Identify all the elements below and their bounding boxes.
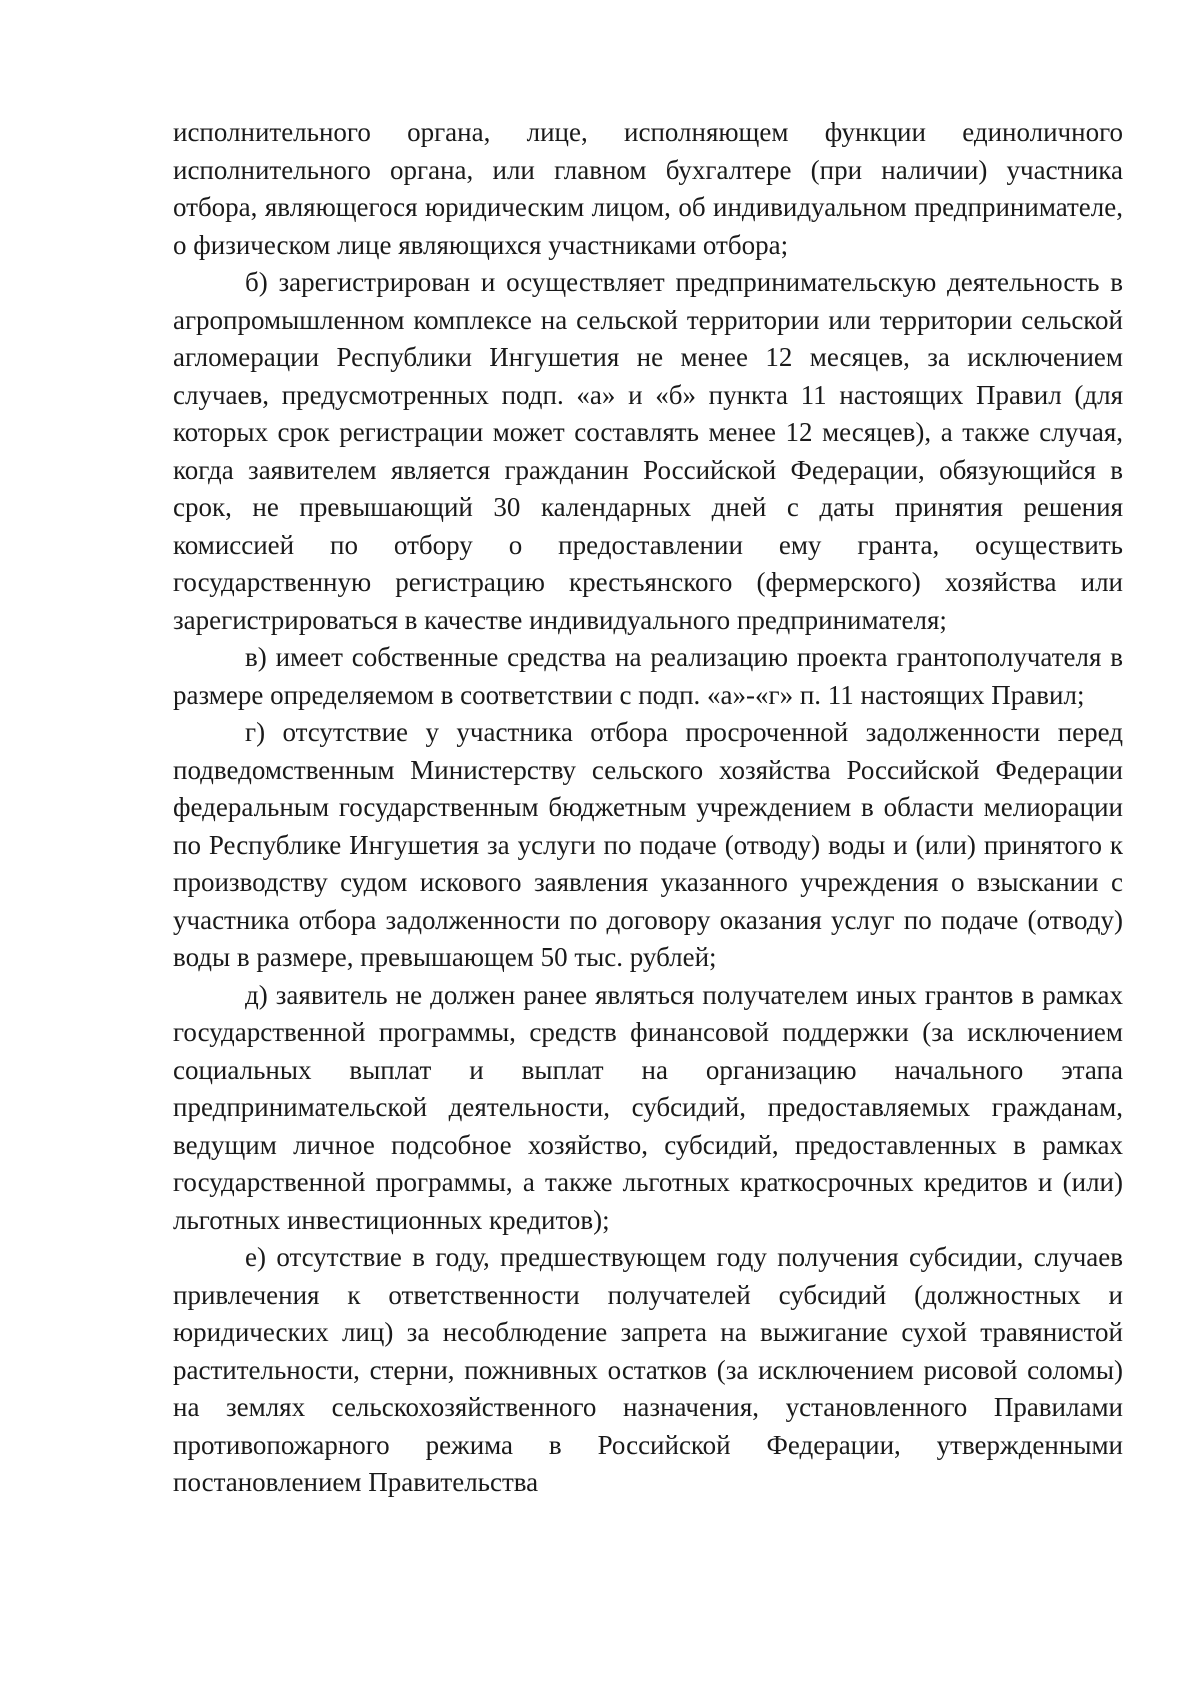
document-page (173, 114, 1123, 1502)
paragraph-g: г) отсутствие у участника отбора просроченной задолженности перед подведомственным Министерству сельского хозяйства Российской Федерации федеральным государственным бюджетным учреждением в области мелиорации по Республике Ингушетия за услуги по подаче (отводу) воды и (или) принятого к производству судом искового заявления указанного учреждения о взыскании с участника отбора задолженности по договору оказания услуг по подаче (отводу) воды в размере, превышающем 50 тыс. рублей; (173, 717, 1123, 972)
paragraph-b: б) зарегистрирован и осуществляет предпринимательскую деятельность в агропромышленном комплексе на сельской территории или территории сельской агломерации Республики Ингушетия не менее 12 месяцев, за исключением случаев, предусмотренных подп. «а» и «б» пункта 11 настоящих Правил (для которых срок регистрации может составлять менее 12 месяцев), а также случая, когда заявителем является гражданин Российской Федерации, обязующийся в срок, не превышающий 30 календарных дней с даты принятия решения комиссией по отбору о предоставлении ему гранта, осуществить государственную регистрацию крестьянского (фермерского) хозяйства или зарегистрироваться в качестве индивидуального предпринимателя; (173, 267, 1123, 635)
paragraph-d: д) заявитель не должен ранее являться получателем иных грантов в рамках государственной программы, средств финансовой поддержки (за исключением социальных выплат и выплат на организацию начального этапа предпринимательской деятельности, субсидий, предоставляемых гражданам, ведущим личное подсобное хозяйство, субсидий, предоставленных в рамках государственной программы, а также льготных краткосрочных кредитов и (или) льготных инвестиционных кредитов); (173, 979, 1123, 1235)
paragraph-e: е) отсутствие в году, предшествующем году получения субсидии, случаев привлечения к ответственности получателей субсидий (должностных и юридических лиц) за несоблюдение запрета на выжигание сухой травянистой растительности, стерни, пожнивных остатков (за исключением рисовой соломы) на землях сельскохозяйственного назначения, установленного Правилами противопожарного режима в Российской Федерации, утвержденными постановлением Правительства (173, 1242, 1123, 1497)
paragraph-continuation: исполнительного органа, лице, исполняющем функции единоличного исполнительного органа, или главном бухгалтере (при наличии) участника отбора, являющегося юридическим лицом, об индивидуальном предпринимателе, о физическом лице являющихся участниками отбора; (173, 117, 1123, 260)
paragraph-v: в) имеет собственные средства на реализацию проекта грантополучателя в размере определяемом в соответствии с подп. «а»-«г» п. 11 настоящих Правил; (173, 642, 1123, 710)
